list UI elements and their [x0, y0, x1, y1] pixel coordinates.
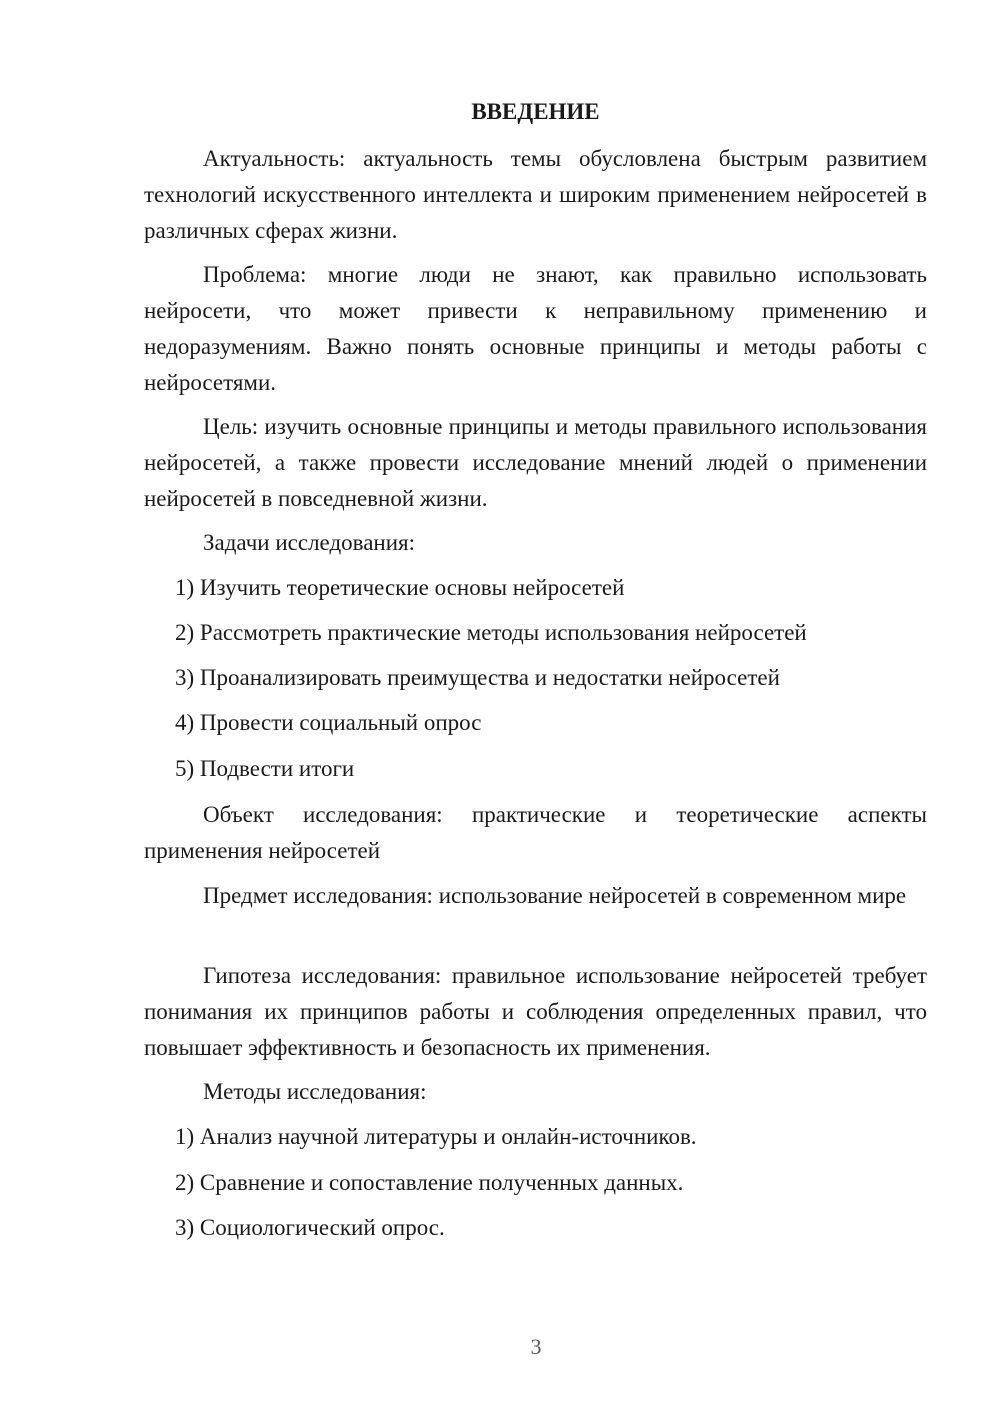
relevance-paragraph: Актуальность: актуальность темы обусловлена быстрым развитием технологий искусственного интеллекта и широким применением нейросетей в различных сферах жизни.	[144, 146, 927, 243]
method-item: 3) Социологический опрос.	[175, 1215, 445, 1240]
task-item: 1) Изучить теоретические основы нейросетей	[175, 575, 625, 600]
methods-heading: Методы исследования:	[203, 1079, 427, 1104]
task-item: 5) Подвести итоги	[175, 756, 355, 781]
hypothesis-paragraph: Гипотеза исследования: правильное использование нейросетей требует понимания их принципов работы и соблюдения определенных правил, что повышает эффективность и безопасность их применения.	[144, 963, 927, 1060]
task-item: 2) Рассмотреть практические методы использования нейросетей	[175, 620, 807, 645]
task-item: 3) Проанализировать преимущества и недостатки нейросетей	[175, 665, 780, 690]
tasks-heading: Задачи исследования:	[203, 530, 416, 555]
goal-paragraph: Цель: изучить основные принципы и методы правильного использования нейросетей, а также провести исследование мнений людей о применении нейросетей в повседневной жизни.	[144, 414, 927, 511]
task-item: 4) Провести социальный опрос	[175, 710, 482, 735]
page-number: 3	[530, 1334, 542, 1359]
object-paragraph: Объект исследования: практические и теоретические аспекты применения нейросетей	[144, 802, 927, 863]
problem-paragraph: Проблема: многие люди не знают, как правильно использовать нейросети, что может привести к неправильному применению и недоразумениям. Важно понять основные принципы и методы работы с нейросетями.	[144, 262, 927, 395]
subject-paragraph: Предмет исследования: использование нейросетей в современном мире	[203, 883, 907, 908]
section-title: ВВЕДЕНИЕ	[471, 99, 600, 124]
method-item: 1) Анализ научной литературы и онлайн-источников.	[175, 1124, 697, 1149]
method-item: 2) Сравнение и сопоставление полученных данных.	[175, 1170, 684, 1195]
